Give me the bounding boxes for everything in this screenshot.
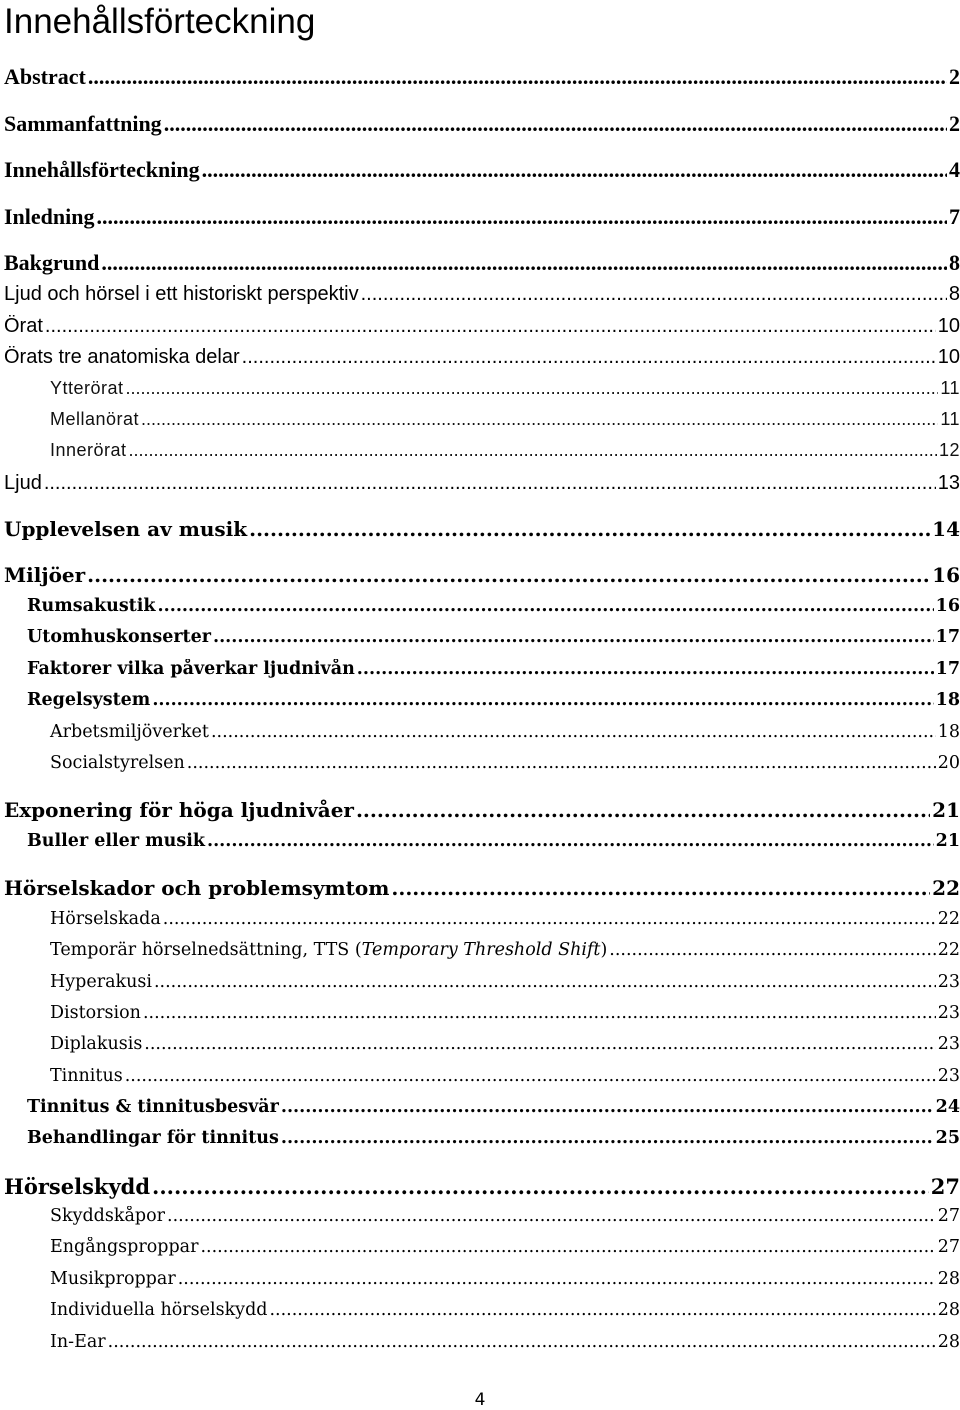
toc-entry-label: Abstract — [4, 64, 86, 89]
dot-leader — [361, 283, 947, 306]
toc-entry-page: 17 — [935, 659, 960, 679]
toc-entry-label: Bakgrund — [4, 250, 100, 275]
toc-entry[interactable] — [0, 909, 960, 939]
toc-entry-label: Upplevelsen av musik — [4, 517, 248, 541]
toc-entry-label: Hörselskador och problemsymtom — [4, 876, 390, 900]
toc-entry-page: 27 — [930, 1174, 960, 1199]
dot-leader — [609, 940, 935, 960]
toc-entry-label: Ljud — [4, 472, 42, 494]
toc-entry[interactable] — [0, 1269, 960, 1299]
dot-leader — [207, 831, 934, 851]
dot-leader — [44, 472, 936, 495]
dot-leader — [242, 346, 936, 369]
toc-entry-label: Socialstyrelsen — [50, 753, 185, 773]
page-title: Innehållsförteckning — [4, 2, 316, 41]
toc-entry[interactable] — [0, 831, 960, 861]
toc-entry-page: 10 — [937, 346, 960, 368]
toc-entry[interactable] — [0, 627, 960, 657]
toc-entry-page: 8 — [948, 283, 960, 305]
toc-entry-page: 25 — [935, 1128, 960, 1148]
toc-entry-page: 11 — [940, 409, 960, 429]
toc-entry-page: 28 — [937, 1300, 960, 1320]
toc-entry-page: 22 — [937, 940, 960, 960]
toc-entry-page: 22 — [937, 909, 960, 929]
dot-leader — [152, 1174, 929, 1199]
dot-leader — [163, 909, 936, 929]
dot-leader — [281, 1097, 934, 1117]
dot-leader — [126, 378, 939, 399]
toc-entry-label: Örats tre anatomiska delar — [4, 346, 240, 368]
toc-entry[interactable] — [0, 690, 960, 720]
toc-entry[interactable] — [0, 409, 960, 439]
toc-entry[interactable] — [0, 798, 960, 828]
toc-entry-label: Örat — [4, 315, 43, 337]
toc-entry-page: 28 — [937, 1269, 960, 1289]
toc-entry[interactable] — [0, 1003, 960, 1033]
dot-leader — [178, 1269, 936, 1289]
toc-entry-page: 14 — [932, 517, 960, 541]
toc-entry-page: 23 — [937, 1066, 960, 1086]
toc-entry-page: 24 — [935, 1097, 960, 1117]
toc-entry-label: Ytterörat — [50, 378, 124, 398]
toc-entry[interactable] — [0, 250, 960, 280]
toc-entry-page: 13 — [937, 472, 960, 494]
toc-entry-label: Tinnitus — [50, 1066, 123, 1086]
toc-entry-label: Distorsion — [50, 1003, 141, 1023]
toc-entry-label: Utomhuskonserter — [27, 627, 211, 647]
toc-entry-page: 18 — [935, 690, 960, 710]
toc-entry-page: 21 — [935, 831, 960, 851]
toc-entry[interactable] — [0, 1034, 960, 1064]
toc-entry-page: 16 — [935, 596, 960, 616]
toc-entry-page: 27 — [937, 1237, 960, 1257]
toc-entry-label: In-Ear — [50, 1332, 106, 1352]
dot-leader — [391, 876, 930, 900]
toc-entry[interactable] — [0, 111, 960, 141]
dot-leader — [200, 1237, 935, 1257]
toc-entry[interactable] — [0, 378, 960, 408]
toc-entry-label: Faktorer vilka påverkar ljudnivån — [27, 659, 355, 679]
toc-entry-page: 23 — [937, 1034, 960, 1054]
toc-entry[interactable] — [0, 472, 960, 502]
dot-leader — [97, 204, 948, 230]
toc-entry[interactable] — [0, 1128, 960, 1158]
toc-entry-page: 7 — [949, 204, 960, 229]
dot-leader — [269, 1300, 935, 1320]
dot-leader — [202, 157, 947, 183]
toc-entry-page: 11 — [940, 378, 960, 398]
toc-entry-label: Hörselskydd — [4, 1174, 151, 1199]
toc-entry[interactable] — [0, 204, 960, 234]
toc-entry-label: Ljud och hörsel i ett historiskt perspektiv — [4, 283, 359, 305]
dot-leader — [144, 1034, 935, 1054]
toc-entry[interactable] — [0, 1066, 960, 1096]
toc-entry[interactable] — [0, 596, 960, 626]
dot-leader — [108, 1332, 936, 1352]
toc-entry[interactable] — [0, 346, 960, 376]
toc-entry[interactable] — [0, 659, 960, 689]
dot-leader — [101, 250, 947, 276]
toc-entry-label: Innehållsförteckning — [4, 157, 200, 182]
dot-leader — [154, 972, 936, 992]
dot-leader — [152, 690, 933, 710]
page-number: 4 — [474, 1390, 486, 1410]
dot-leader — [167, 1206, 936, 1226]
toc-entry-page: 22 — [932, 876, 960, 900]
toc-entry-page: 10 — [937, 315, 960, 337]
dot-leader — [87, 563, 930, 587]
toc-entry-label: Inledning — [4, 204, 95, 229]
dot-leader — [125, 1066, 936, 1086]
toc-entry-page: 18 — [937, 722, 960, 742]
toc-entry-page: 16 — [932, 563, 960, 587]
toc-entry-page: 28 — [937, 1332, 960, 1352]
toc-entry-label: Skyddskåpor — [50, 1206, 166, 1226]
toc-entry-label: Miljöer — [4, 563, 86, 587]
toc-entry-page: 27 — [937, 1206, 960, 1226]
toc-entry-page: 4 — [949, 157, 960, 182]
dot-leader — [143, 1003, 936, 1023]
toc-entry-label: Sammanfattning — [4, 111, 162, 136]
toc-entry[interactable] — [0, 876, 960, 906]
toc-entry-page: 23 — [937, 972, 960, 992]
toc-entry[interactable] — [0, 1097, 960, 1127]
toc-entry-label: Hyperakusi — [50, 972, 152, 992]
toc-entry-page: 23 — [937, 1003, 960, 1023]
toc-entry[interactable] — [0, 517, 960, 547]
toc-entry-page: 12 — [938, 440, 960, 460]
dot-leader — [211, 722, 936, 742]
toc-entry[interactable] — [0, 440, 960, 470]
toc-entry[interactable] — [0, 315, 960, 345]
toc-entry-label: Temporär hörselnedsättning, TTS (Temporary Threshold Shift) — [50, 940, 608, 960]
toc-entry-label: Hörselskada — [50, 909, 161, 929]
dot-leader — [357, 659, 934, 679]
dot-leader — [356, 798, 930, 822]
toc-entry[interactable] — [0, 1332, 960, 1362]
toc-entry-label: Exponering för höga ljudnivåer — [4, 798, 354, 822]
toc-entry-label: Arbetsmiljöverket — [50, 722, 209, 742]
toc-entry[interactable] — [0, 1206, 960, 1236]
toc-entry-page: 17 — [935, 627, 960, 647]
toc-entry[interactable] — [0, 563, 960, 593]
dot-leader — [141, 409, 938, 430]
toc-entry-label: Buller eller musik — [27, 831, 205, 851]
toc-entry[interactable] — [0, 753, 960, 783]
dot-leader — [88, 64, 947, 90]
toc-entry[interactable] — [0, 972, 960, 1002]
toc-entry[interactable] — [0, 940, 960, 970]
toc-entry-page: 21 — [932, 798, 960, 822]
toc-entry-label: Regelsystem — [27, 690, 151, 710]
dot-leader — [281, 1128, 934, 1148]
dot-leader — [164, 111, 947, 137]
toc-entry-label: Innerörat — [50, 440, 127, 460]
toc-entry-page: 20 — [937, 753, 960, 773]
dot-leader — [129, 440, 937, 461]
toc-entry-label: Behandlingar för tinnitus — [27, 1128, 279, 1148]
toc-entry[interactable] — [0, 1174, 960, 1204]
toc-entry[interactable] — [0, 722, 960, 752]
dot-leader — [213, 627, 934, 647]
dot-leader — [158, 596, 934, 616]
toc-entry[interactable] — [0, 64, 960, 94]
toc-entry-page: 2 — [949, 64, 960, 89]
toc-entry-label: Diplakusis — [50, 1034, 143, 1054]
toc-entry-page: 2 — [949, 111, 960, 136]
toc-entry-label: Engångsproppar — [50, 1237, 199, 1257]
toc-entry-page: 8 — [949, 250, 960, 275]
toc-entry[interactable] — [0, 283, 960, 313]
toc-entry[interactable] — [0, 1300, 960, 1330]
toc-entry-label: Rumsakustik — [27, 596, 156, 616]
dot-leader — [45, 315, 936, 338]
toc-entry-label: Tinnitus & tinnitusbesvär — [27, 1097, 279, 1117]
toc-entry-label: Musikproppar — [50, 1269, 176, 1289]
dot-leader — [187, 753, 936, 773]
toc-entry[interactable] — [0, 1237, 960, 1267]
toc-entry[interactable] — [0, 157, 960, 187]
toc-entry-label: Individuella hörselskydd — [50, 1300, 268, 1320]
toc-entry-label: Mellanörat — [50, 409, 140, 429]
dot-leader — [249, 517, 930, 541]
